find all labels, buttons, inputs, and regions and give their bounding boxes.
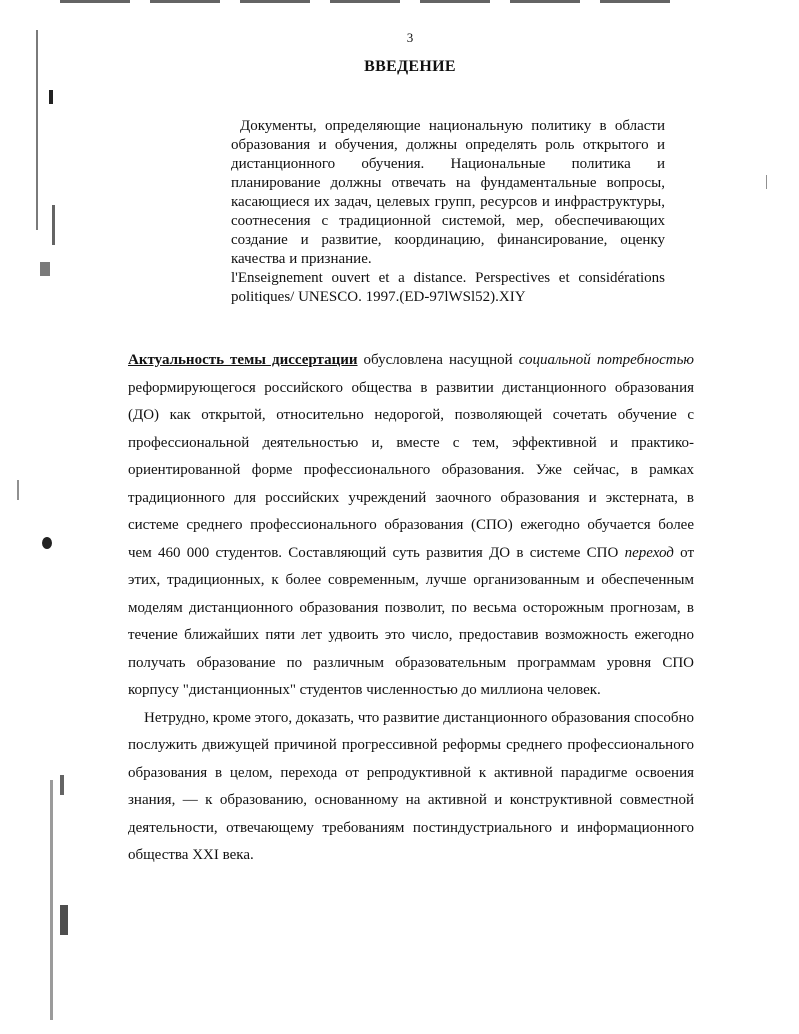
emphasis-social-need: социальной потребностью xyxy=(518,352,694,368)
paragraph-1-text-b: реформирующегося российского общества в развитии дистанционного образования (ДО) как открытой, относительно недорогой, позволяющей сочетать обучение с профессиональной деятельностью и, вместе с тем, эффективной и практико-ориентированной форме профессионального образования. Уже сейчас, в рамках традиционного для российских учреждений заочного образования и экстерната, в системе среднего профессионального образования (СПО) ежегодно обучается более чем 460 000 студентов. Составляющий суть развития ДО в системе СПО xyxy=(128,379,694,561)
page-title: ВВЕДЕНИЕ xyxy=(364,58,456,75)
paragraph-1 xyxy=(128,347,694,705)
paragraph-2: Нетрудно, кроме этого, доказать, что развитие дистанционного образования способно послужить движущей причиной прогрессивной реформы среднего профессионального образования в целом, перехода от репродуктивной к активной парадигме освоения знания, — к образованию, основанному на активной и конструктивной совместной деятельности, отвечающему требованиям постиндустриального и информационного общества XXI века. xyxy=(128,709,694,863)
main-text xyxy=(128,347,694,870)
epigraph-quote: Документы, определяющие национальную политику в области образования и обучения, должны определять роль открытого и дистанционного обучения. Национальные политика и планирование должны отвечать на фундаментальные вопросы, касающиеся их задач, целевых групп, ресурсов и инфраструктуры, соотнесения с традиционной системой, мер, обеспечивающих создание и развитие, координацию, финансирование, оценку качества и признание. xyxy=(231,118,665,267)
epigraph-source: l'Enseignement ouvert et a distance. Perspectives et considérations politiques/ UNESCO. 1997.(ED-97lWSl52).XIY xyxy=(231,270,665,305)
paragraph-1-text-a: обусловлена насущной xyxy=(357,352,519,368)
page-number: 3 xyxy=(406,30,414,45)
emphasis-transition: переход xyxy=(624,544,674,561)
epigraph xyxy=(231,117,665,307)
scan-edge-artifact xyxy=(60,0,680,3)
relevance-heading: Актуальность темы диссертации xyxy=(128,352,358,368)
paragraph-1-text-c: от этих, традиционных, к более современным, лучше организованным и обеспеченным моделям дистанционного образования позволит, по весьма осторожным прогнозам, в течение ближайших пяти лет удвоить это число, предоставив возможность ежегодно получать образование по различным образовательным программам уровня СПО корпусу "дистанционных" студентов численностью до миллиона человек. xyxy=(128,544,694,698)
